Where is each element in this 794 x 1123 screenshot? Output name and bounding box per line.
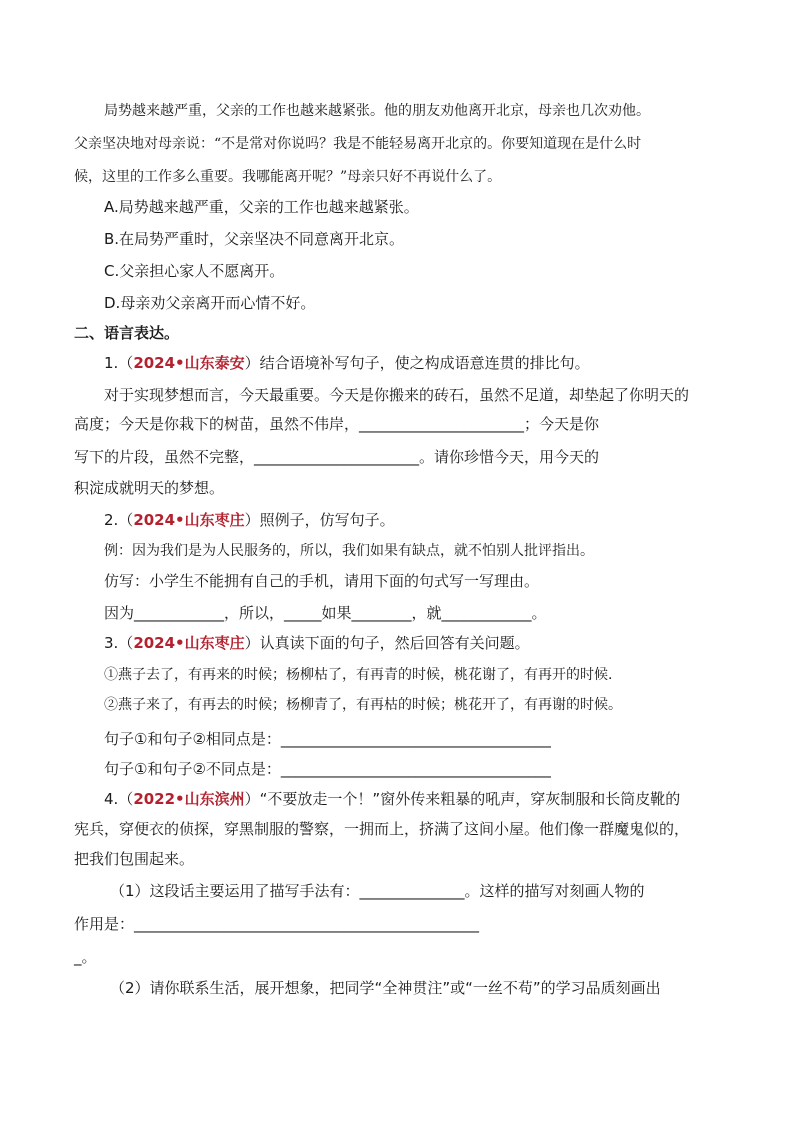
passage-line-1: 局势越来越严重，父亲的工作也越来越紧张。他的朋友劝他离开北京，母亲也几次劝他。 [104, 103, 650, 119]
question-prompt: ）照例子，仿写句子。 [244, 511, 395, 529]
q4-sub2-line-1: （2）请你联系生活，展开想象，把同学“全神贯注”或“一丝不苟”的学习品质刻画出 [110, 979, 661, 997]
option-d: D.母亲劝父亲离开而心情不好。 [104, 294, 316, 312]
question-number: 1.（ [104, 354, 134, 372]
q3-diff-prompt: 句子①和句子②不同点是：____________________________________ [104, 760, 551, 778]
q1-line-1: 对于实现梦想而言，今天最重要。今天是你搬来的砖石，虽然不足道，却垫起了你明天的 [104, 386, 690, 404]
q2-example: 例：因为我们是为人民服务的，所以，我们如果有缺点，就不怕别人批评指出。 [104, 543, 594, 559]
option-a: A.局势越来越严重，父亲的工作也越来越紧张。 [104, 198, 419, 216]
question-source: 2024•山东枣庄 [133, 511, 245, 529]
question-number: 2.（ [104, 511, 134, 529]
q1-line-2: 高度；今天是你栽下的树苗，虽然不伟岸，______________________；今天是你 [74, 415, 600, 433]
q3-sentence-1: ①燕子去了，有再来的时候；杨柳枯了，有再青的时候，桃花谢了，有再开的时候. [104, 667, 613, 683]
option-b: B.在局势严重时，父亲坚决不同意离开北京。 [104, 230, 405, 248]
passage-line-2: 父亲坚决地对母亲说：“不是常对你说吗？我是不能轻易离开北京的。你要知道现在是什么时 [74, 136, 642, 152]
question-2-header [104, 509, 395, 531]
question-source: 2024•山东枣庄 [133, 634, 245, 652]
q3-sentence-2: ②燕子来了，有再去的时候；杨柳青了，有再枯的时候；桃花开了，有再谢的时候。 [104, 697, 622, 713]
q2-frame: 因为____________，所以，_____如果________，就____________。 [104, 604, 547, 622]
question-4-header [104, 788, 680, 810]
q2-task: 仿写：小学生不能拥有自己的手机，请用下面的句式写一写理由。 [104, 572, 540, 590]
passage-line-3: 候，这里的工作多么重要。我哪能离开呢？”母亲只好不再说什么了。 [74, 169, 502, 185]
question-prompt: ）认真读下面的句子，然后回答有关问题。 [244, 634, 530, 652]
option-c: C.父亲担心家人不愿离开。 [104, 262, 285, 280]
q1-line-3: 写下的片段，虽然不完整，______________________。请你珍惜今天，用今天的 [74, 448, 600, 466]
question-number: 4.（ [104, 790, 134, 808]
q4-sub1-line-1: （1）这段话主要运用了描写手法有：______________。这样的描写对刻画人物的 [110, 882, 645, 900]
question-3-header [104, 632, 530, 654]
question-prompt: ）“不要放走一个！”窗外传来粗暴的吼声，穿灰制服和长筒皮靴的 [244, 790, 681, 808]
q4-sub1-line-2: 作用是：______________________________________________ [74, 915, 480, 933]
q4-line-3: 把我们包围起来。 [74, 850, 195, 868]
section-title: 二、语言表达。 [74, 324, 180, 342]
q1-line-4: 积淀成就明天的梦想。 [74, 479, 225, 497]
question-1-header [104, 352, 590, 374]
question-source: 2022•山东滨州 [133, 790, 245, 808]
question-number: 3.（ [104, 634, 134, 652]
question-prompt: ）结合语境补写句子，使之构成语意连贯的排比句。 [244, 354, 590, 372]
q4-line-2: 宪兵，穿便衣的侦探，穿黑制服的警察，一拥而上，挤满了这间小屋。他们像一群魔鬼似的， [74, 820, 690, 838]
question-source: 2024•山东泰安 [133, 354, 245, 372]
q4-sub1-line-3: _。 [74, 948, 97, 966]
q3-same-prompt: 句子①和句子②相同点是：____________________________________ [104, 730, 551, 748]
